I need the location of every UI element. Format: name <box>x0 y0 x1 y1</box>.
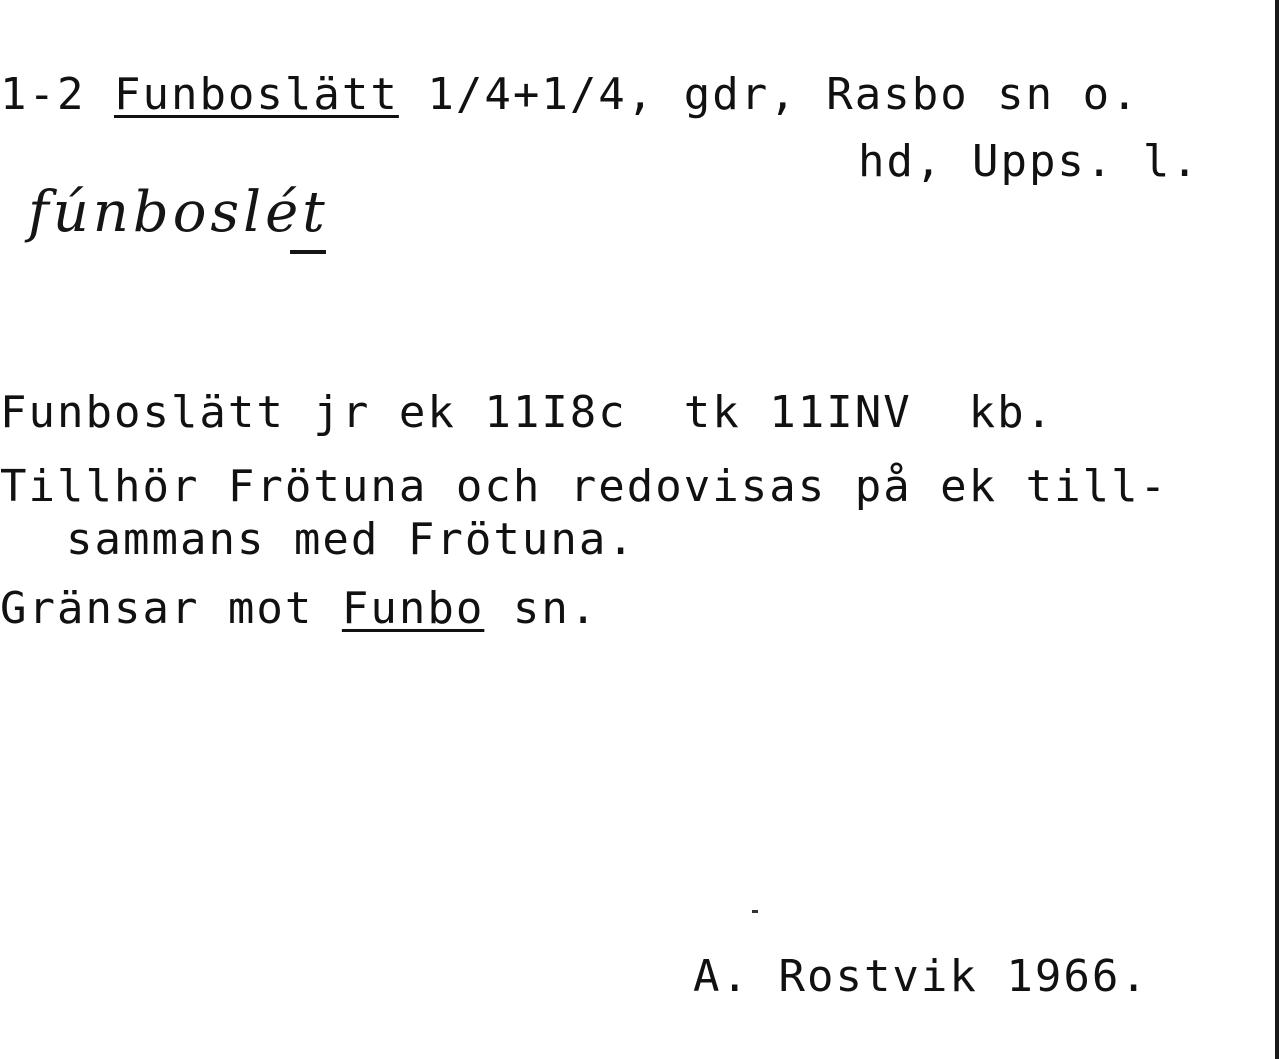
border-parish: Funbo <box>341 583 485 634</box>
reference-line: Funboslätt jr ek 11I8c tk 11INV kb. <box>0 387 1055 438</box>
handwritten-underline <box>290 250 326 254</box>
place-description: 1/4+1/4, gdr, Rasbo sn o. <box>398 69 1140 120</box>
border-line <box>0 584 598 634</box>
header-line-2: hd, Upps. l. <box>858 136 1200 187</box>
header-line <box>0 70 1140 120</box>
stray-mark <box>752 910 758 913</box>
card-edge <box>1275 0 1279 1059</box>
border-suffix: sn. <box>484 583 599 634</box>
note-line-2: sammans med Frötuna. <box>66 514 636 565</box>
note-line-1: Tillhör Frötuna och redovisas på ek till- <box>0 461 1169 512</box>
place-name: Funboslätt <box>113 69 399 120</box>
record-number: 1-2 <box>0 69 114 120</box>
handwritten-pronunciation: fúnboslét <box>28 180 329 245</box>
border-prefix: Gränsar mot <box>0 583 342 634</box>
signature: A. Rostvik 1966. <box>693 951 1149 1002</box>
